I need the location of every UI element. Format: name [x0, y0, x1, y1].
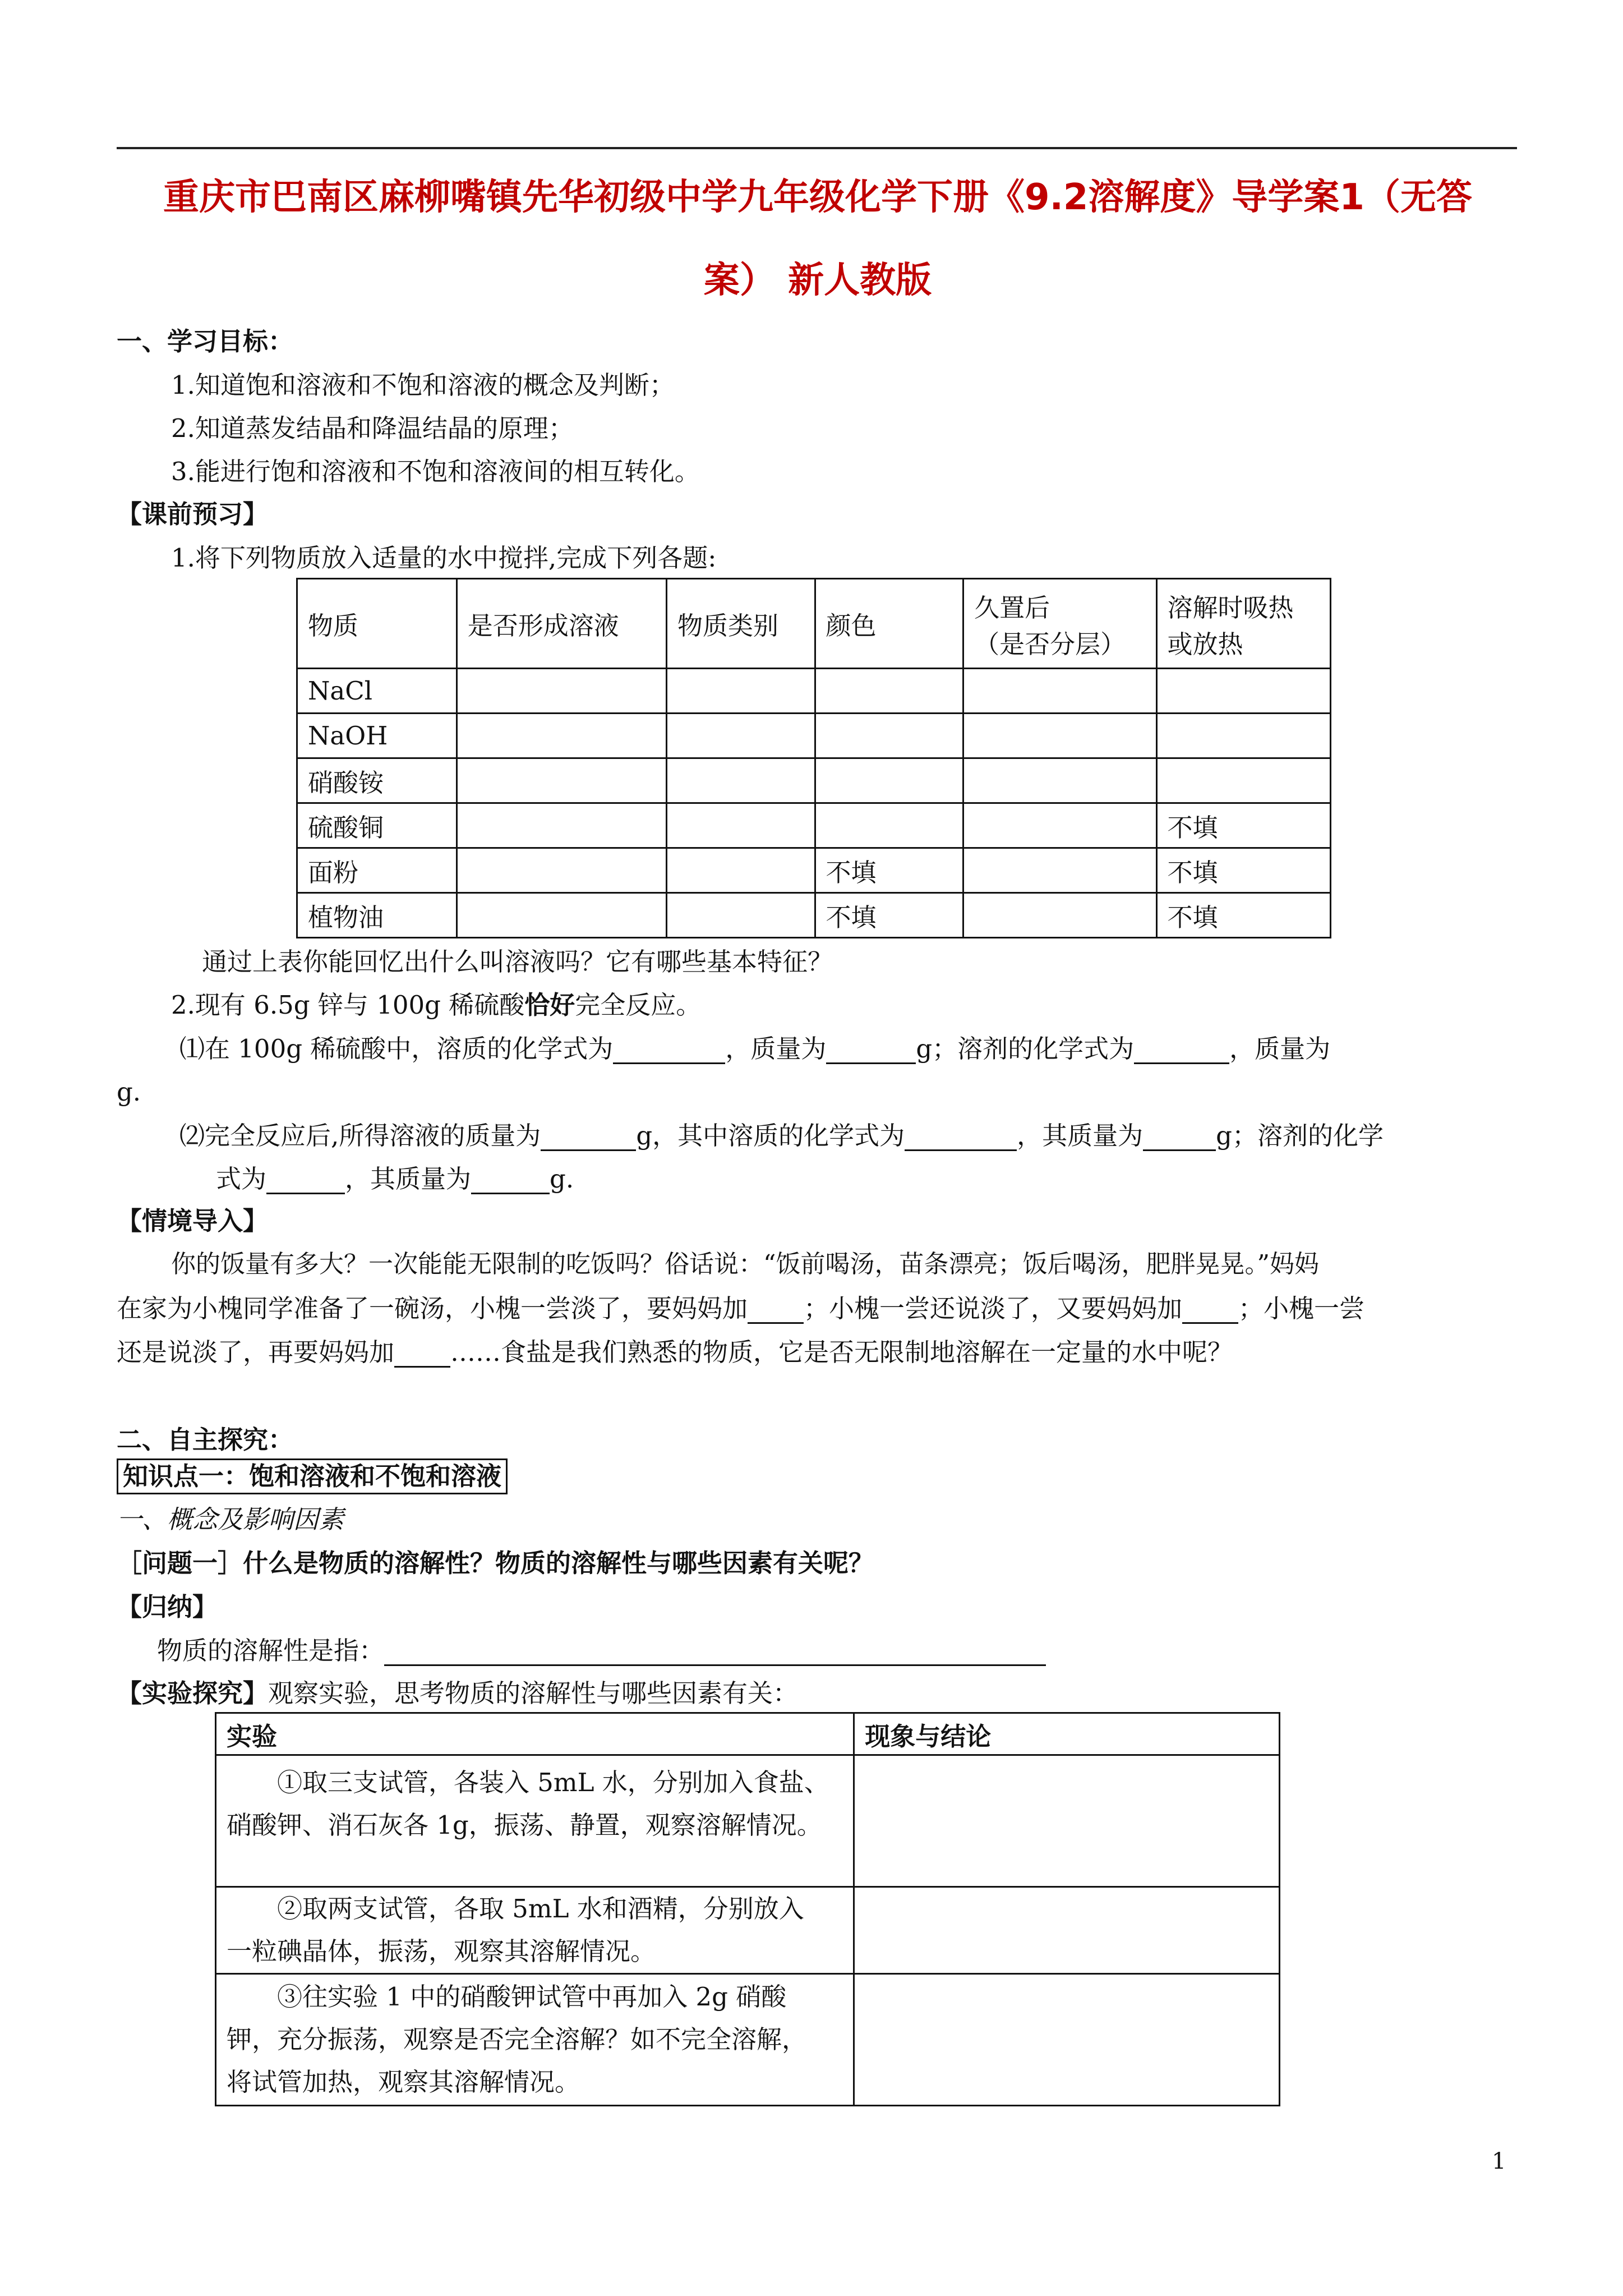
experiment-cell: ③往实验 1 中的硝酸钾试管中再加入 2g 硝酸 钾，充分振荡，观察是否完全溶解？如不完全溶解， 将试管加热，观察其溶解情况。: [216, 1974, 854, 2106]
answer-blank[interactable]: [541, 1125, 636, 1151]
cell: [963, 758, 1156, 803]
cell: [963, 714, 1156, 758]
header-layering: 久置后 （是否分层）: [963, 579, 1156, 669]
section-1-heading: 一、学习目标：: [117, 326, 294, 356]
cell: [457, 848, 666, 893]
table-row: [297, 848, 1331, 893]
summary-heading: 【归纳】: [117, 1592, 218, 1622]
objective-1: 1.知道饱和溶液和不饱和溶液的概念及判断；: [171, 370, 675, 400]
cell: 不填: [1156, 803, 1330, 848]
title-line-2: 案） 新人教版: [703, 260, 932, 301]
substance-table: [296, 578, 1331, 938]
scene-line-3: 还是说淡了，再要妈妈加 ……食盐是我们熟悉的物质，它是否无限制地溶解在一定量的水中呢？: [117, 1337, 1233, 1367]
cell: 不填: [1156, 893, 1330, 938]
q2-part2-cont: 式为 ，其质量为 g.: [216, 1164, 574, 1194]
cell: [815, 669, 963, 714]
cell: [667, 714, 815, 758]
cell: [457, 669, 666, 714]
objective-2: 2.知道蒸发结晶和降温结晶的原理；: [171, 413, 574, 443]
header-category: 物质类别: [667, 579, 815, 669]
subsection-1: 一、概念及影响因素: [117, 1504, 344, 1534]
cell: [457, 758, 666, 803]
cell: NaCl: [297, 669, 457, 714]
table-row: [297, 758, 1331, 803]
cell: [667, 758, 815, 803]
cell: 不填: [815, 848, 963, 893]
header-result: 现象与结论: [854, 1713, 1280, 1755]
q2-part1-end: g.: [117, 1077, 141, 1107]
cell: [1156, 714, 1330, 758]
experiment-cell: ②取两支试管，各取 5mL 水和酒精，分别放入 一粒碘晶体，振荡，观察其溶解情况。: [216, 1887, 854, 1974]
cell: [1156, 758, 1330, 803]
answer-blank[interactable]: [613, 1038, 725, 1064]
answer-blank[interactable]: [748, 1297, 804, 1324]
table-row: [297, 803, 1331, 848]
answer-blank[interactable]: [905, 1125, 1017, 1151]
experiment-header-row: [216, 1713, 1280, 1755]
experiment-table: [215, 1712, 1280, 2106]
scene-line-2: 在家为小槐同学准备了一碗汤，小槐一尝淡了，要妈妈加 ；小槐一尝还说淡了，又要妈妈加 ；小槐一尝: [117, 1294, 1365, 1323]
section-2-heading: 二、自主探究：: [117, 1425, 294, 1455]
answer-blank[interactable]: [1134, 1038, 1229, 1064]
cell: 不填: [815, 893, 963, 938]
cell: [815, 714, 963, 758]
solubility-definition: 物质的溶解性是指：: [157, 1636, 1046, 1666]
cell: [667, 848, 815, 893]
cell: 植物油: [297, 893, 457, 938]
recall-question: 通过上表你能回忆出什么叫溶液吗？它有哪些基本特征？: [202, 947, 833, 977]
knowledge-point-1: 知识点一：饱和溶液和不饱和溶液: [117, 1458, 508, 1494]
header-heat: 溶解时吸热 或放热: [1156, 579, 1330, 669]
cell: [667, 803, 815, 848]
result-cell[interactable]: [854, 1887, 1280, 1974]
answer-blank[interactable]: [826, 1038, 916, 1064]
definition-blank[interactable]: [384, 1640, 1046, 1666]
header-substance: 物质: [297, 579, 457, 669]
preview-heading: 【课前预习】: [117, 499, 269, 529]
answer-blank[interactable]: [394, 1341, 450, 1368]
q2-part1: ⑴在 100g 稀硫酸中，溶质的化学式为 ，质量为 g；溶剂的化学式为 ，质量为: [179, 1034, 1331, 1064]
result-cell[interactable]: [854, 1974, 1280, 2106]
scene-heading: 【情境导入】: [117, 1206, 269, 1236]
header-color: 颜色: [815, 579, 963, 669]
header-rule: [117, 147, 1517, 149]
question-1: ［问题一］什么是物质的溶解性？物质的溶解性与哪些因素有关呢？: [117, 1548, 874, 1578]
cell: [457, 803, 666, 848]
experiment-cell: ①取三支试管，各装入 5mL 水，分别加入食盐、 硝酸钾、消石灰各 1g，振荡、静置，观察溶解情况。: [216, 1755, 854, 1887]
answer-blank[interactable]: [1143, 1125, 1216, 1151]
q2-part2: ⑵完全反应后,所得溶液的质量为 g，其中溶质的化学式为 ，其质量为 g；溶剂的化学: [179, 1121, 1384, 1151]
cell: [963, 669, 1156, 714]
preview-q2: 2.现有 6.5g 锌与 100g 稀硫酸恰好完全反应。: [171, 990, 702, 1020]
preview-q1: 1.将下列物质放入适量的水中搅拌,完成下列各题:: [171, 543, 717, 573]
cell: [457, 714, 666, 758]
cell: [963, 893, 1156, 938]
experiment-row: [216, 1755, 1280, 1887]
cell: 硝酸铵: [297, 758, 457, 803]
cell: [815, 803, 963, 848]
title-line-1: 重庆市巴南区麻柳嘴镇先华初级中学九年级化学下册《9.2溶解度》导学案1（无答: [163, 177, 1472, 218]
cell: 面粉: [297, 848, 457, 893]
cell: [963, 848, 1156, 893]
cell: [815, 758, 963, 803]
table-header-row: [297, 579, 1331, 669]
table-row: [297, 714, 1331, 758]
answer-blank[interactable]: [1182, 1297, 1238, 1324]
experiment-row: [216, 1887, 1280, 1974]
answer-blank[interactable]: [471, 1168, 550, 1194]
answer-blank[interactable]: [266, 1168, 345, 1194]
table-row: [297, 669, 1331, 714]
cell: [667, 669, 815, 714]
cell: [963, 803, 1156, 848]
page-number: 1: [1492, 2148, 1506, 2174]
objective-3: 3.能进行饱和溶液和不饱和溶液间的相互转化。: [171, 457, 700, 486]
cell: [457, 893, 666, 938]
table-row: [297, 893, 1331, 938]
cell: 不填: [1156, 848, 1330, 893]
cell: 硫酸铜: [297, 803, 457, 848]
result-cell[interactable]: [854, 1755, 1280, 1887]
cell: [1156, 669, 1330, 714]
experiment-row: [216, 1974, 1280, 2106]
cell: [667, 893, 815, 938]
header-experiment: 实验: [216, 1713, 854, 1755]
header-forms-solution: 是否形成溶液: [457, 579, 666, 669]
scene-line-1: 你的饭量有多大？一次能能无限制的吃饭吗？俗话说：“饭前喝汤，苗条漂亮；饭后喝汤，肥胖晃晃。”妈妈: [171, 1250, 1319, 1278]
experiment-intro: 【实验探究】观察实验，思考物质的溶解性与哪些因素有关：: [117, 1678, 799, 1708]
cell: NaOH: [297, 714, 457, 758]
